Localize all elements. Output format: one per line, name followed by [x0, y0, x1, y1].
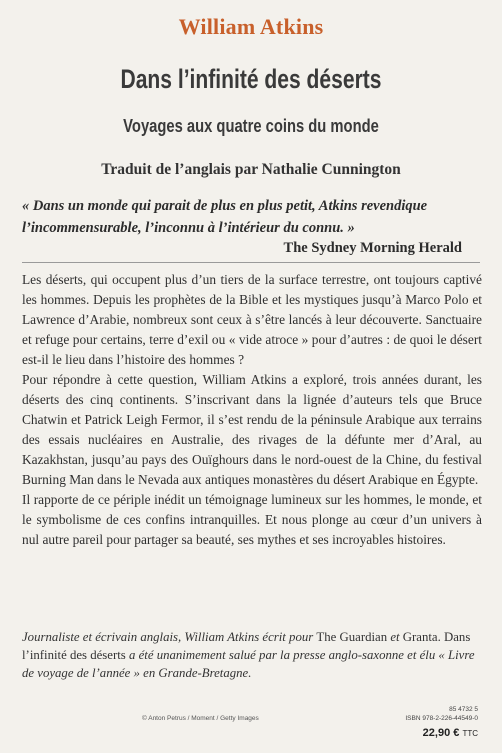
- bio-text: a été unanimement salué par la presse anglo-saxonne et élu « Livre de voyage de l’année » en Grande-Bretagne.: [22, 648, 475, 680]
- bio-text: et: [387, 630, 403, 644]
- press-quote: « Dans un monde qui parait de plus en plus petit, Atkins revendique l’incommensurable, l’inconnu à l’intérieur du connu. »: [22, 198, 428, 236]
- author-name: William Atkins: [178, 14, 324, 39]
- bio-publication: The Guardian: [316, 630, 388, 644]
- blurb-paragraph: Il rapporte de ce périple inédit un témoignage lumineux sur les hommes, le monde, et le symbolisme de ces confins intranquilles. Et nous plonge au cœur d’un univers à nul autre pareil pour partager sa beauté, ses mythes et ses incroyables histoires.: [22, 492, 482, 547]
- book-title: Dans l’infinité des déserts: [120, 64, 382, 94]
- quote-source: The Sydney Morning Herald: [283, 240, 462, 256]
- blurb-paragraph: Les déserts, qui occupent plus d’un tiers de la surface terrestre, ont toujours captivé les hommes. Depuis les prophètes de la Bible et les mystiques jusqu’à Marco Polo et Lawrence d’Arabie, nombreux sont ceux à s’être lancés à leur découverte. Sanctuaire et refuge pour certains, terre d’exil ou « vide atroce » pour d’autres : de quoi le désert est-il le lieu dans l’histoire des hommes ?: [22, 272, 482, 367]
- bio-book-title: Dans l’infinité des déserts: [22, 630, 471, 662]
- price: [423, 727, 478, 739]
- blurb: [22, 270, 482, 550]
- translator-credit: Traduit de l’anglais par Nathalie Cunnington: [101, 161, 401, 178]
- bio-publication: Granta.: [402, 630, 441, 644]
- barcode-info: [405, 705, 478, 723]
- blurb-paragraph: Pour répondre à cette question, William Atkins a exploré, trois années durant, les déserts des cinq continents. S’inscrivant dans la lignée d’auteurs tels que Bruce Chatwin et Patrick Leigh Fermor, il s’est rendu de la péninsule Arabique aux terrains des essais nucléaires en Australie, des rivages de la défunte mer d’Aral, au Kazakhstan, jusqu’au pays des Ouïghours dans le nord-ouest de la Chine, du festival Burning Man dans le Nevada aux antiques monastères du désert Arabique en Égypte.: [22, 372, 482, 487]
- bio-text: Journaliste et écrivain anglais, William Atkins écrit pour: [22, 630, 317, 644]
- price-value: 22,90 €: [422, 727, 460, 739]
- photo-credit: © Anton Petrus / Moment / Getty Images: [142, 715, 259, 722]
- isbn: ISBN 978-2-226-44549-0: [405, 715, 478, 722]
- price-suffix: TTC: [462, 729, 478, 738]
- divider: [22, 262, 480, 263]
- product-code: 85 4732 5: [449, 706, 478, 713]
- book-subtitle: Voyages aux quatre coins du monde: [123, 116, 379, 136]
- author-bio: [22, 628, 482, 682]
